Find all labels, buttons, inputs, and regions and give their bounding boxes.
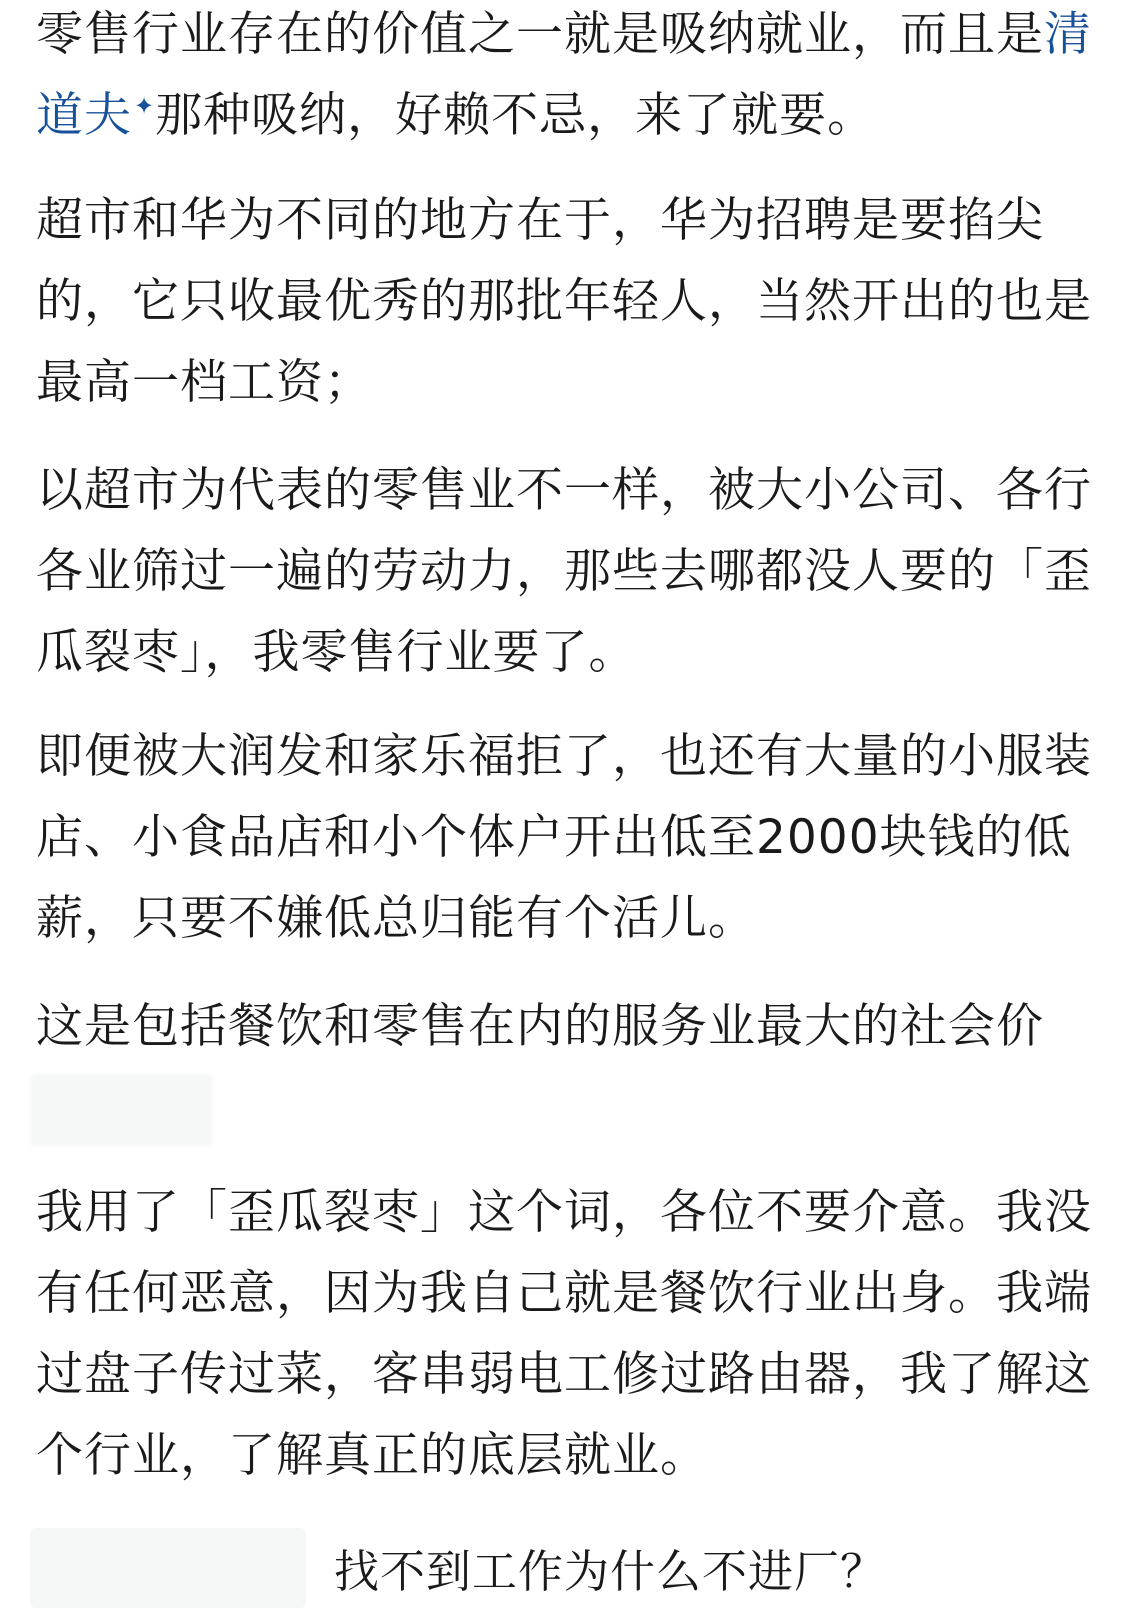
related-question-title[interactable]: 找不到工作为什么不进厂？ — [334, 1545, 887, 1598]
keyword-link-label[interactable]: 清道夫 — [36, 7, 1092, 143]
paragraph-4: 即便被大润发和家乐福拒了，也还有大量的小服装店、小食品店和小个体户开出低至2000块钱的低薪，只要不嫌低总归能有个活儿。 — [36, 729, 1092, 946]
paragraph-1-text-after: 那种吸纳，好赖不忌，来了就要。 — [155, 88, 876, 143]
sparkle-icon: ✦ — [134, 92, 156, 121]
truncated-content-placeholder — [30, 1074, 212, 1146]
paragraph-1 — [36, 0, 1096, 156]
paragraph-1-text-before: 零售行业存在的价值之一就是吸纳就业，而且是 — [36, 7, 1044, 62]
related-question-card[interactable] — [30, 1528, 1110, 1608]
paragraph-6: 我用了「歪瓜裂枣」这个词，各位不要介意。我没有任何恶意，因为我自己就是餐饮行业出身。我端过盘子传过菜，客串弱电工修过路由器，我了解这个行业，了解真正的底层就业。 — [36, 1185, 1092, 1483]
paragraph-2: 超市和华为不同的地方在于，华为招聘是要掐尖的，它只收最优秀的那批年轻人，当然开出的也是最高一档工资； — [36, 193, 1092, 410]
paragraph-3: 以超市为代表的零售业不一样，被大小公司、各行各业筛过一遍的劳动力，那些去哪都没人要的「歪瓜裂枣」，我零售行业要了。 — [36, 463, 1092, 680]
related-question-thumbnail — [30, 1528, 306, 1608]
paragraph-5: 这是包括餐饮和零售在内的服务业最大的社会价 — [36, 999, 1044, 1054]
